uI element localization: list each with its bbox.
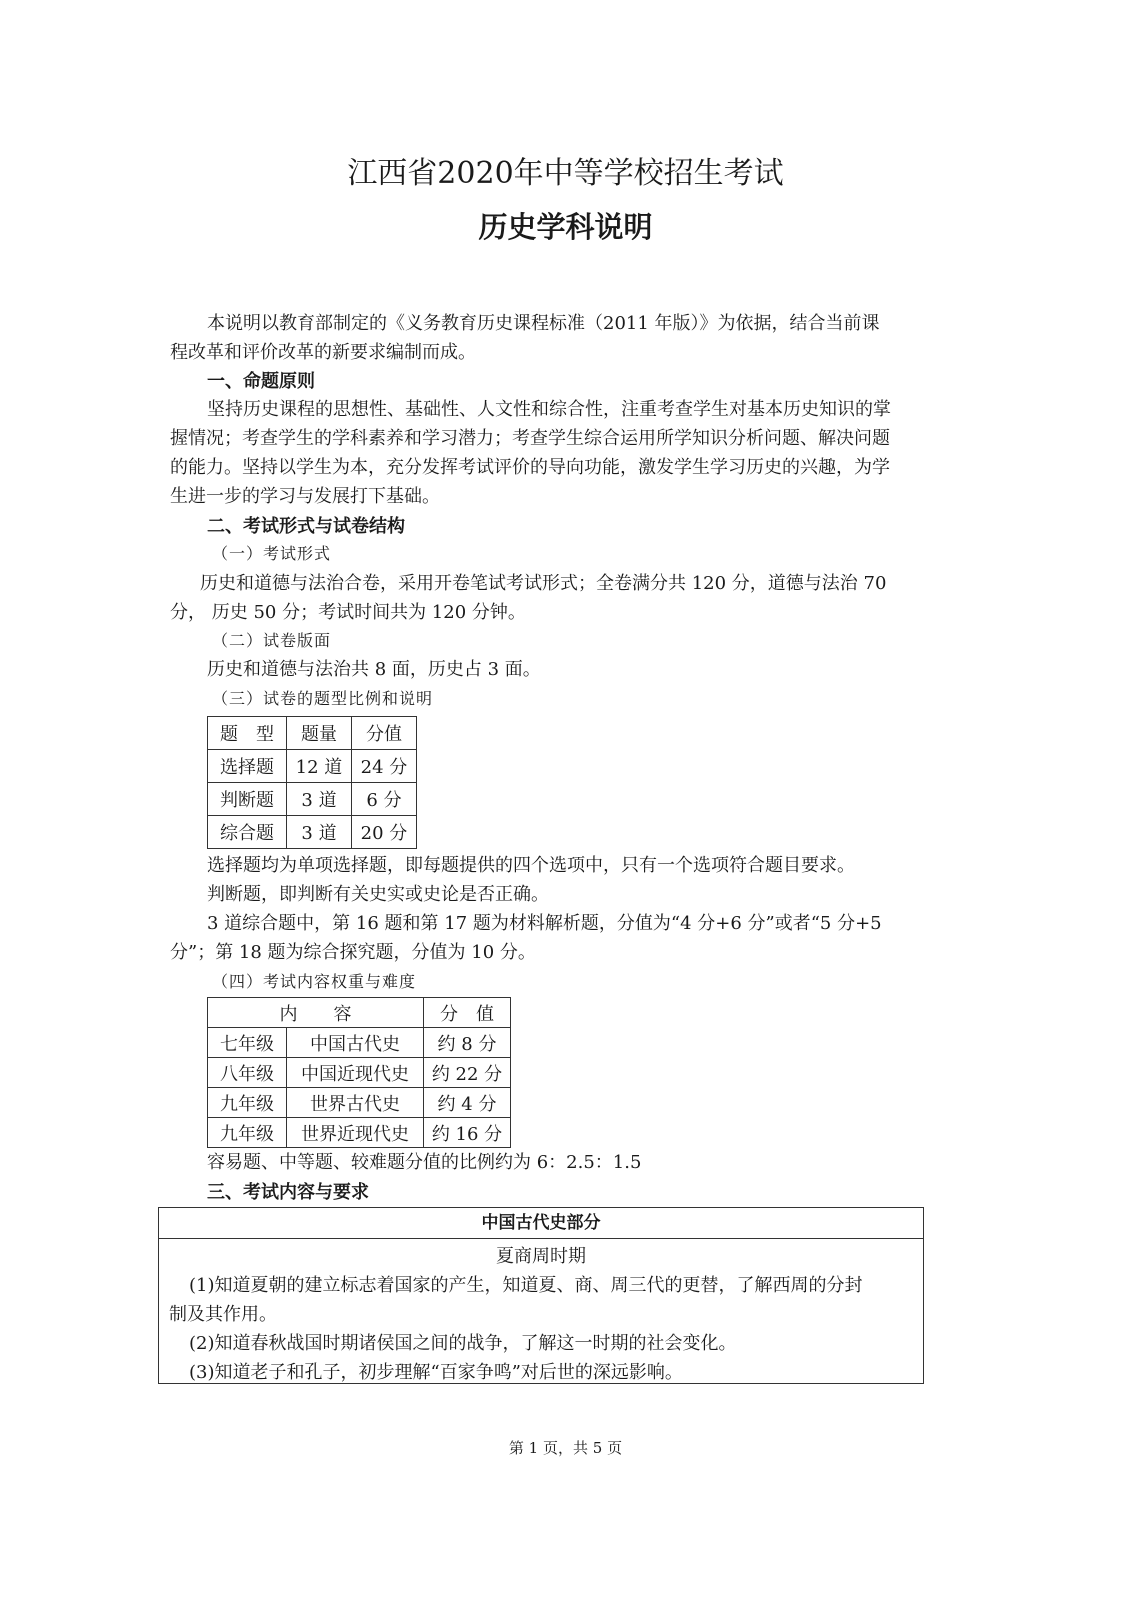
sub3-heading: （三）试卷的题型比例和说明 — [212, 689, 434, 708]
sub3-note-2: 判断题，即判断有关史实或史论是否正确。 — [207, 884, 549, 905]
table-header-cell: 题量 — [287, 717, 352, 750]
section1-line-1: 坚持历史课程的思想性、基础性、人文性和综合性，注重考查学生对基本历史知识的掌 — [207, 399, 891, 420]
sub1-line-2: 分， 历史 50 分；考试时间共为 120 分钟。 — [170, 602, 526, 623]
table-row — [208, 1028, 511, 1058]
section1-line-4: 生进一步的学习与发展打下基础。 — [170, 486, 440, 507]
table-cell: 3 道 — [287, 783, 352, 816]
table-header-row — [208, 998, 511, 1028]
table-cell: 九年级 — [208, 1118, 287, 1148]
sub3-note-3a: 3 道综合题中，第 16 题和第 17 题为材料解析题，分值为“4 分+6 分”或者“5 分+5 — [207, 913, 882, 934]
table-cell: 约 16 分 — [424, 1118, 511, 1148]
section1-line-3: 的能力。坚持以学生为本，充分发挥考试评价的导向功能，激发学生学习历史的兴趣，为学 — [170, 457, 890, 478]
intro-line-1: 本说明以教育部制定的《义务教育历史课程标准（2011 年版）》为依据，结合当前课 — [207, 313, 880, 334]
table-cell: 24 分 — [352, 750, 417, 783]
table-row — [208, 783, 417, 816]
table-cell: 七年级 — [208, 1028, 287, 1058]
sub1-heading: （一）考试形式 — [212, 544, 332, 563]
sub3-note-3b: 分”；第 18 题为综合探究题，分值为 10 分。 — [170, 942, 536, 963]
table-cell: 判断题 — [208, 783, 287, 816]
period-title: 夏商周时期 — [496, 1246, 586, 1267]
requirement-item-3: (3)知道老子和孔子，初步理解“百家争鸣”对后世的深远影响。 — [189, 1362, 683, 1383]
content-requirements-box — [158, 1207, 924, 1384]
section1-heading: 一、命题原则 — [207, 371, 315, 392]
table-header-cell: 题 型 — [208, 717, 287, 750]
table-cell: 世界近现代史 — [287, 1118, 424, 1148]
content-weight-table — [207, 997, 511, 1148]
section3-heading: 三、考试内容与要求 — [207, 1182, 369, 1203]
table-header-cell: 分值 — [352, 717, 417, 750]
table-cell: 选择题 — [208, 750, 287, 783]
requirement-item-1b: 制及其作用。 — [169, 1304, 277, 1325]
requirement-item-1a: (1)知道夏朝的建立标志着国家的产生，知道夏、商、周三代的更替，了解西周的分封 — [189, 1275, 863, 1296]
requirement-item-2: (2)知道春秋战国时期诸侯国之间的战争，了解这一时期的社会变化。 — [189, 1333, 737, 1354]
table-cell: 3 道 — [287, 816, 352, 849]
difficulty-ratio: 容易题、中等题、较难题分值的比例约为 6：2.5：1.5 — [207, 1152, 642, 1173]
page-footer: 第 1 页，共 5 页 — [508, 1439, 623, 1457]
table-cell: 综合题 — [208, 816, 287, 849]
section1-line-2: 握情况；考查学生的学科素养和学习潜力；考查学生综合运用所学知识分析问题、解决问题 — [170, 428, 890, 449]
box-header: 中国古代史部分 — [159, 1208, 923, 1239]
table-row — [208, 816, 417, 849]
table-row — [208, 750, 417, 783]
table-cell: 约 8 分 — [424, 1028, 511, 1058]
table-cell: 世界古代史 — [287, 1088, 424, 1118]
table-cell: 20 分 — [352, 816, 417, 849]
sub1-line-1: 历史和道德与法治合卷，采用开卷笔试考试形式；全卷满分共 120 分，道德与法治 70 — [200, 573, 887, 594]
sub3-note-1: 选择题均为单项选择题，即每题提供的四个选项中，只有一个选项符合题目要求。 — [207, 855, 855, 876]
sub2-heading: （二）试卷版面 — [212, 631, 332, 650]
table-cell: 约 22 分 — [424, 1058, 511, 1088]
table-header-row — [208, 717, 417, 750]
table-row — [208, 1058, 511, 1088]
table-cell: 九年级 — [208, 1088, 287, 1118]
table-row — [208, 1118, 511, 1148]
table-cell: 中国古代史 — [287, 1028, 424, 1058]
document-subtitle: 历史学科说明 — [478, 210, 653, 244]
sub2-line-1: 历史和道德与法治共 8 面，历史占 3 面。 — [207, 659, 541, 680]
question-type-table — [207, 716, 417, 849]
intro-line-2: 程改革和评价改革的新要求编制而成。 — [170, 342, 476, 363]
section2-heading: 二、考试形式与试卷结构 — [207, 516, 405, 537]
table-header-cell: 内 容 — [208, 998, 424, 1028]
table-cell: 中国近现代史 — [287, 1058, 424, 1088]
table-cell: 八年级 — [208, 1058, 287, 1088]
sub4-heading: （四）考试内容权重与难度 — [212, 972, 417, 991]
table-row — [208, 1088, 511, 1118]
document-title: 江西省2020年中等学校招生考试 — [347, 156, 784, 191]
table-header-cell: 分 值 — [424, 998, 511, 1028]
table-cell: 约 4 分 — [424, 1088, 511, 1118]
table-cell: 6 分 — [352, 783, 417, 816]
table-cell: 12 道 — [287, 750, 352, 783]
